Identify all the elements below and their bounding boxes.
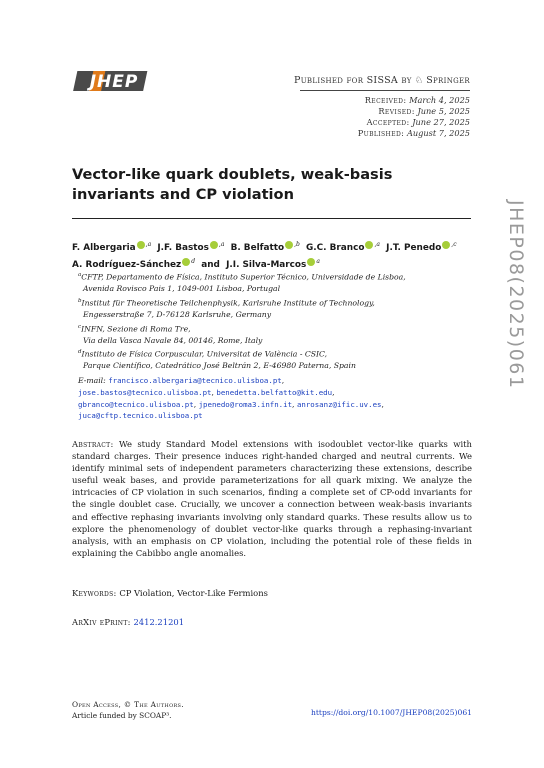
arxiv-eprint: [72, 617, 472, 627]
email-link[interactable]: juca@cftp.tecnico.ulisboa.pt: [78, 411, 203, 421]
footer-license: [72, 699, 272, 721]
doi-link[interactable]: https://doi.org/10.1007/JHEP08(2025)061: [310, 708, 472, 717]
abstract: [72, 438, 472, 559]
orcid-icon[interactable]: [365, 241, 373, 249]
orcid-icon[interactable]: [182, 258, 190, 266]
email-link[interactable]: anrosanz@ific.uv.es: [296, 399, 382, 409]
email-link[interactable]: francisco.albergaria@tecnico.ulisboa.pt: [108, 376, 282, 385]
date-accepted: Accepted: June 27, 2025: [366, 117, 470, 127]
author-name: J.F. Bastos: [157, 242, 209, 253]
author-name: J.T. Penedo: [386, 242, 442, 253]
date-received: Received: March 4, 2025: [364, 95, 470, 105]
keywords-label: Keywords:: [72, 588, 117, 598]
abstract-text: We study Standard Model extensions with isodoublet vector-like quarks with standard charges. Their presence induces right-handed charged and neutral currents. We identify minimal sets of independent parameters characterizing these extensions, describe useful weak bases, and provide parameterizations for all quark mixing. We analyze the intricacies of CP violation in such scenarios, finding a complete set of CP-odd invariants for the single doublet case. Crucially, we uncover a connection between weak-basis invariants and effective rephasing invariants involving only standard quarks. These results allow us to explore the phenomenology of doublet vector-like quarks through a rephasing-invariant analysis, with an emphasis on CP violation, including the potential role of these fields in explaining the Cabibbo angle anomalies.: [72, 439, 472, 558]
affiliation-item: $^d$Instituto de Física Corpuscular, Universitat de València - CSIC, Parque Científico, Catedrático José Beltrán 2, E-46980 Paterna, Spain: [78, 349, 356, 371]
date-revised: Revised: June 5, 2025: [378, 106, 470, 116]
orcid-icon[interactable]: [285, 241, 293, 249]
email-link[interactable]: jpenedo@roma3.infn.it: [198, 399, 293, 409]
email-label: E-mail:: [78, 376, 106, 385]
arxiv-label: ArXiv ePrint:: [72, 617, 131, 627]
open-access-note: Open Access, © The Authors.: [72, 700, 184, 709]
affiliation-item: $^c$INFN, Sezione di Roma Tre, Via della Vasca Navale 84, 00146, Rome, Italy: [78, 323, 263, 345]
abstract-label: Abstract:: [72, 439, 114, 449]
author-list: F. Albergaria $^{,a}$ J.F. Bastos $^{,a}$ B. Belfatto $^{,b}$ G.C. Branco $^{,a}$ J.T. Penedo $^{,c}$ A. Rodríguez-Sánchez $^d$ and J.I. Silva-Marcos $^a$: [72, 241, 457, 271]
author-name: F. Albergaria: [72, 242, 136, 253]
affiliations: [78, 270, 473, 373]
funding-note: Article funded by SCOAP³.: [72, 711, 172, 721]
keywords-text: CP Violation, Vector-Like Fermions: [119, 588, 268, 598]
author-name: B. Belfatto: [230, 242, 285, 253]
orcid-icon[interactable]: [442, 241, 450, 249]
author-name: J.I. Silva-Marcos: [226, 260, 307, 271]
orcid-icon[interactable]: [307, 258, 315, 266]
publisher-rule: [300, 90, 470, 91]
publisher-line: Published for SISSA by ♘ Springer: [294, 75, 470, 86]
arxiv-link[interactable]: 2412.21201: [133, 617, 185, 627]
svg-text:JHEP: JHEP: [89, 72, 139, 92]
email-link[interactable]: benedetta.belfatto@kit.edu: [216, 387, 333, 397]
email-block: E-mail: francisco.albergaria@tecnico.ulisboa.pt, jose.bastos@tecnico.ulisboa.pt, benedetta.belfatto@kit.edu, gbranco@tecnico.ulisboa.pt, jpenedo@roma3.infn.it, anrosanz@ific.uv.es, juca@cftp.tecnico.ulisboa.pt: [78, 376, 384, 421]
side-banner: JHEP08(2025)061: [505, 200, 527, 390]
paper-title: Vector-like quark doublets, weak-basis invariants and CP violation: [72, 166, 393, 203]
publication-dates: [330, 95, 470, 139]
affiliation-item: $^a$CFTP, Departamento de Física, Instituto Superior Técnico, Universidade de Lisboa, Avenida Rovisco Pais 1, 1049-001 Lisboa, Portugal: [78, 272, 406, 294]
author-name: A. Rodríguez-Sánchez: [72, 260, 182, 271]
jhep-logo: [72, 68, 154, 94]
affiliation-item: $^b$Institut für Theoretische Teilchenphysik, Karlsruhe Institute of Technology, Engesserstraße 7, D-76128 Karlsruhe, Germany: [78, 297, 375, 319]
title-rule: [72, 218, 471, 219]
email-link[interactable]: jose.bastos@tecnico.ulisboa.pt: [78, 387, 212, 397]
date-published: Published: August 7, 2025: [357, 128, 470, 138]
orcid-icon[interactable]: [210, 241, 218, 249]
springer-horse-icon: ♘: [414, 75, 424, 86]
email-link[interactable]: gbranco@tecnico.ulisboa.pt: [78, 399, 194, 409]
author-and: and: [201, 260, 220, 271]
author-name: G.C. Branco: [306, 242, 365, 253]
keywords: [72, 588, 472, 598]
orcid-icon[interactable]: [137, 241, 145, 249]
